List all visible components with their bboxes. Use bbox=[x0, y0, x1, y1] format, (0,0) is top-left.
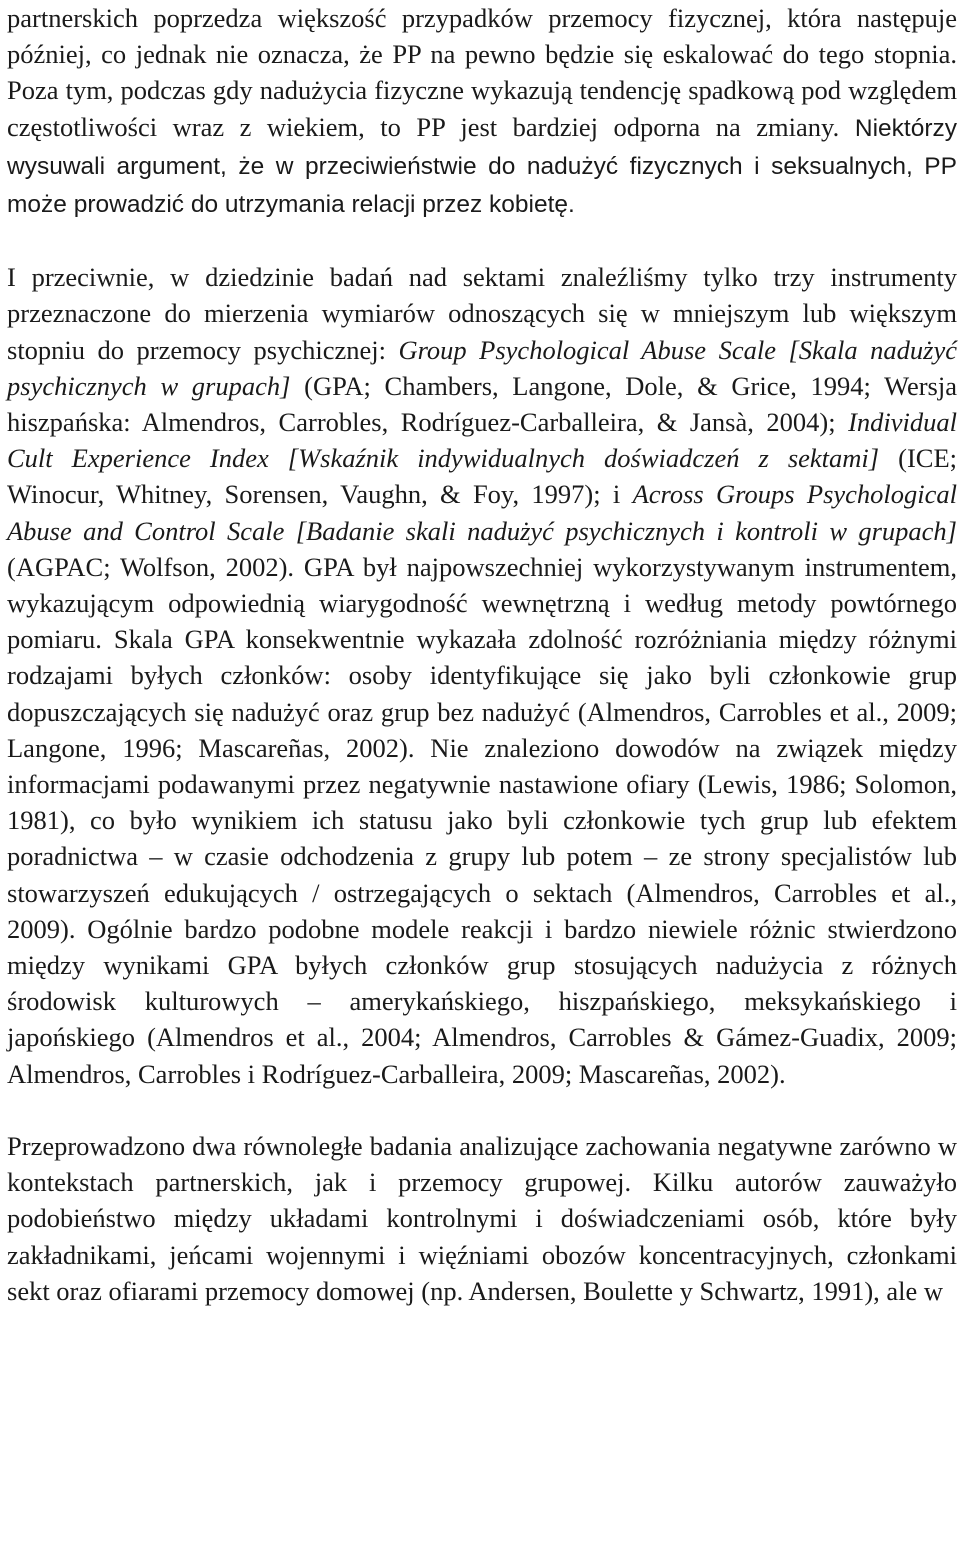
document-page bbox=[7, 0, 957, 1309]
paragraph-3 bbox=[7, 1128, 957, 1309]
paragraph-3-text: Przeprowadzono dwa równoległe badania analizujące zachowania negatywne zarówno w kontekstach partnerskich, jak i przemocy grupowej. Kilku autorów zauważyło podobieństwo między układami kontrolnymi i doświadczeniami osób, które były zakładnikami, jeńcami wojennymi i więźniami obozów koncentracyjnych, członkami sekt oraz ofiarami przemocy domowej (np. Andersen, Boulette y Schwartz, 1991), ale w bbox=[7, 1130, 957, 1306]
paragraph-1-text-sans: Niektórzy wysuwali argument, że w przeciwieństwie do nadużyć fizycznych i seksualnych, PP może prowadzić do utrzymania relacji przez kobietę. bbox=[7, 114, 957, 219]
paragraph-1-text-serif: partnerskich poprzedza większość przypadków przemocy fizycznej, która następuje później, co jednak nie oznacza, że PP na pewno będzie się eskalować do tego stopnia. Poza tym, podczas gdy nadużycia fizyczne wykazują tendencję spadkową pod względem częstotliwości wraz z wiekiem, to PP jest bardziej odporna na zmiany. bbox=[7, 3, 957, 142]
paragraph-2-citation-gpa: (GPA; Chambers, Langone, Dole, & Grice, 1994; Wersja hiszpańska: Almendros, Carrobles, Rodríguez-Carballeira, & Jansà, 2004); bbox=[7, 370, 957, 438]
paragraph-1 bbox=[7, 0, 957, 223]
instrument-title-agpac: Across Groups Psychological Abuse and Control Scale [Badanie skali nadużyć psychicznych i kontroli w grupach] bbox=[7, 479, 958, 546]
instrument-title-gpa: Group Psychological Abuse Scale [Skala nadużyć psychicznych w grupach] bbox=[7, 334, 957, 401]
paragraph-2-citation-ice: (ICE; Winocur, Whitney, Sorensen, Vaughn, & Foy, 1997); i bbox=[7, 443, 957, 510]
paragraph-2 bbox=[7, 259, 957, 1092]
instrument-title-ice: Individual Cult Experience Index [Wskaźnik indywidualnych doświadczeń z sektami] bbox=[7, 407, 957, 474]
paragraph-2-intro: I przeciwnie, w dziedzinie badań nad sektami znaleźliśmy tylko trzy instrumenty przeznaczone do mierzenia wymiarów odnoszących się w mniejszym lub większym stopniu do przemocy psychicznej: bbox=[7, 262, 957, 365]
paragraph-2-body: (AGPAC; Wolfson, 2002). GPA był najpowszechniej wykorzystywanym instrumentem, wykazującym odpowiednią wiarygodność wewnętrzną i według metody powtórnego pomiaru. Skala GPA konsekwentnie wykazała zdolność rozróżniania między różnymi rodzajami byłych członków: osoby identyfikujące się jako byli członkowie grup dopuszczających się nadużyć oraz grup bez nadużyć (Almendros, Carrobles et al., 2009; Langone, 1996; Mascareñas, 2002). Nie znaleziono dowodów na związek między informacjami podawanymi przez negatywnie nastawione ofiary (Lewis, 1986; Solomon, 1981), co było wynikiem ich statusu jako byli członkowie tych grup lub efektem poradnictwa – w czasie odchodzenia z grupy lub potem – ze strony specjalistów lub stowarzyszeń edukujących / ostrzegających o sektach (Almendros, Carrobles et al., 2009). Ogólnie bardzo podobne modele reakcji i bardzo niewiele różnic stwierdzono między wynikami GPA byłych członków grup stosujących nadużycia z różnych środowisk kulturowych – amerykańskiego, hiszpańskiego, meksykańskiego i japońskiego (Almendros et al., 2004; Almendros, Carrobles & Gámez-Guadix, 2009; Almendros, Carrobles i Rodríguez-Carballeira, 2009; Mascareñas, 2002). bbox=[7, 551, 957, 1089]
